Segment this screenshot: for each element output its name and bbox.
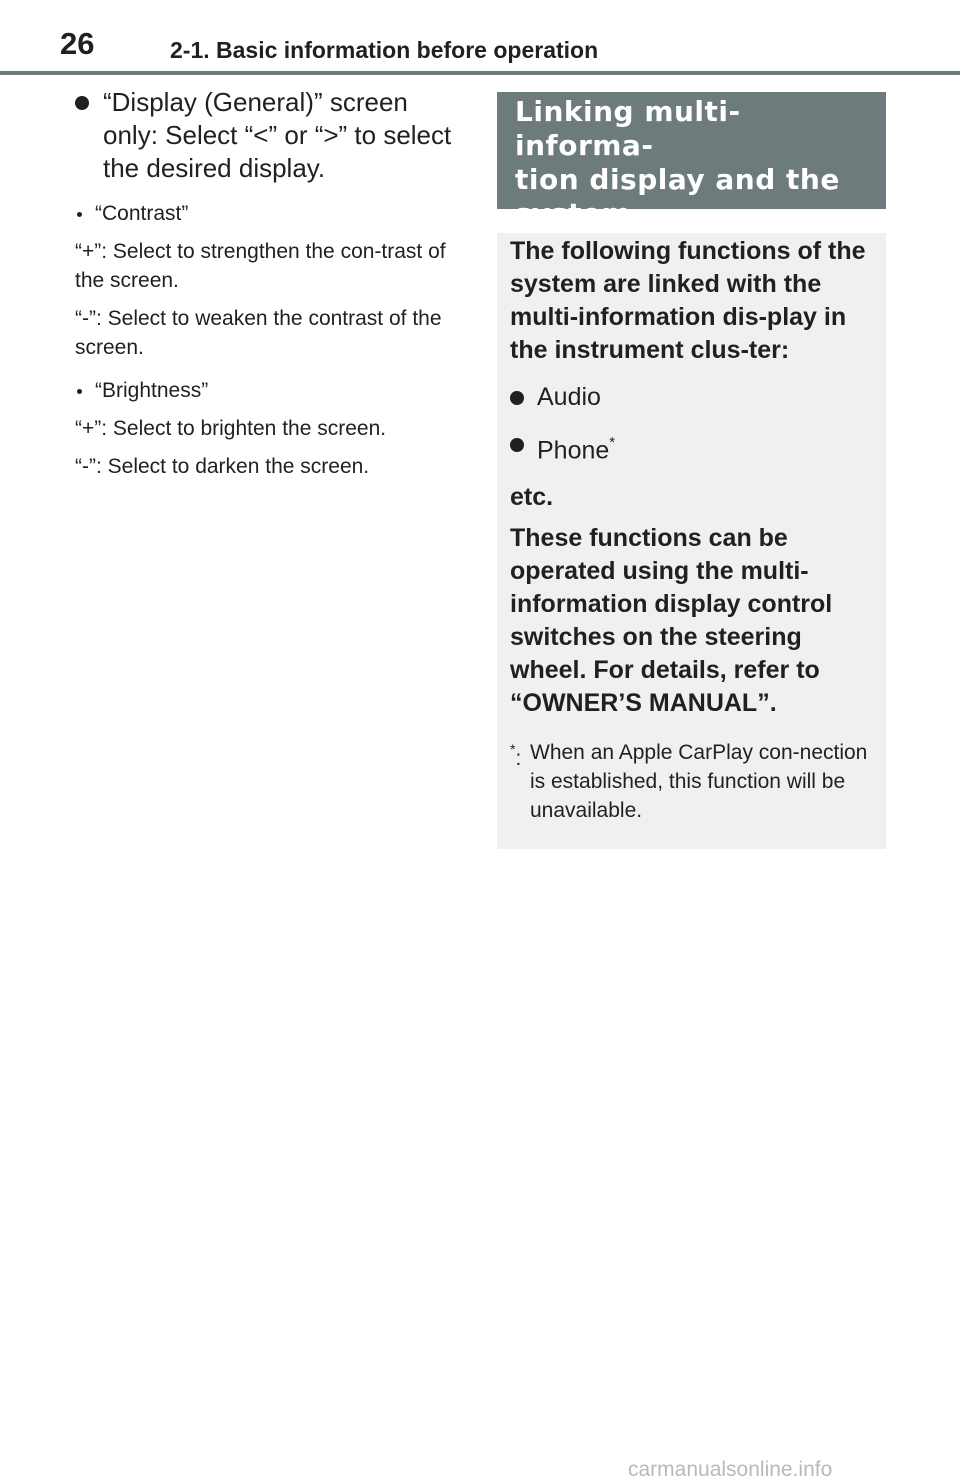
footnote-mark: *: [510, 741, 522, 771]
left-column [75, 86, 460, 481]
small-bullet-icon [77, 389, 82, 394]
audio-bullet [510, 381, 872, 414]
footnote [510, 738, 872, 825]
linking-heading-line-3: system [515, 197, 632, 230]
display-general-bullet [75, 86, 460, 185]
linking-heading-box [497, 92, 886, 230]
contrast-plus-text: “+”: Select to strengthen the con-trast of the screen. [75, 240, 446, 292]
small-bullet-icon [77, 212, 82, 217]
control-switches-text: These functions can be operated using the multi-information display control switches on the steering wheel. For details, refer to “OWNER’S MANUAL”. [510, 524, 833, 718]
bullet-dot-icon [510, 438, 524, 452]
linking-heading-line-2: tion display and the [515, 163, 840, 196]
footnote-text: When an Apple CarPlay con-nection is established, this function will be unavailable. [530, 741, 868, 823]
phone-bullet [510, 428, 872, 467]
brightness-item [75, 376, 460, 405]
contrast-item [75, 199, 460, 228]
bullet-dot-icon [510, 391, 524, 405]
page-number: 26 [60, 26, 95, 61]
linking-heading-line-1: Linking multi-informa- [515, 95, 741, 162]
contrast-minus-text: “-”: Select to weaken the contrast of the screen. [75, 307, 442, 359]
watermark: carmanualsonline.info [628, 1458, 833, 1481]
etc-text: etc. [510, 483, 554, 512]
footnote-asterisk: * [510, 741, 516, 758]
page-header [0, 0, 960, 76]
section-title: 2-1. Basic information before operation [170, 37, 599, 63]
linked-functions-box [497, 233, 886, 849]
header-rule [0, 71, 960, 75]
display-general-text: “Display (General)” screen only: Select “<” or “>” to select the desired display. [103, 87, 452, 183]
audio-label: Audio [537, 383, 601, 411]
brightness-plus-text: “+”: Select to brighten the screen. [75, 417, 387, 440]
phone-label: Phone [537, 436, 610, 465]
bullet-dot-icon [75, 96, 89, 110]
phone-footnote-marker: * [609, 434, 616, 451]
brightness-label: “Brightness” [95, 379, 209, 402]
linked-functions-intro: The following functions of the system are linked with the multi-information dis-play in the instrument clus-ter: [510, 237, 866, 364]
contrast-label: “Contrast” [95, 202, 189, 225]
brightness-minus-text: “-”: Select to darken the screen. [75, 455, 370, 478]
